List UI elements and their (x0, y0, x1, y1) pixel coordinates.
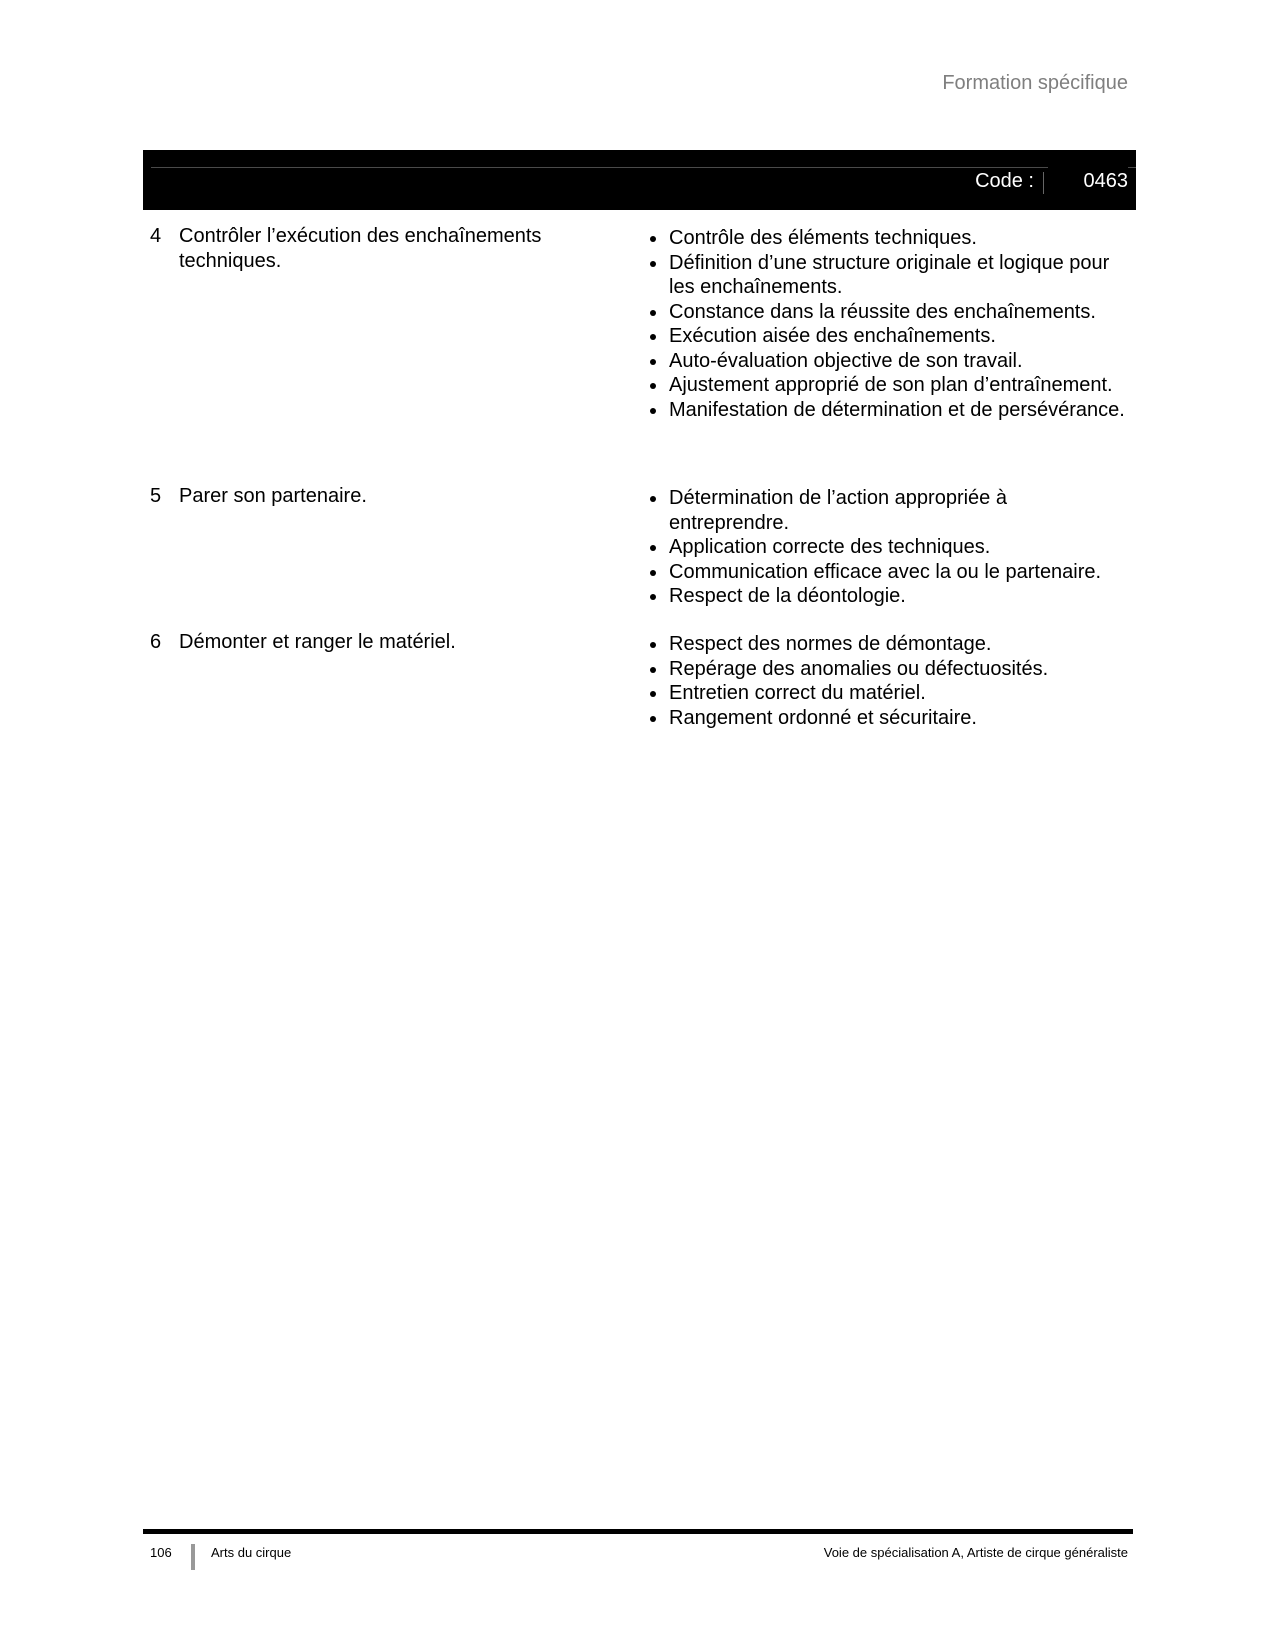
row-number: 6 (150, 631, 162, 653)
code-bar (143, 150, 1136, 210)
list-item: Respect des normes de démontage. (645, 632, 1125, 657)
list-item: Exécution aisée des enchaînements. (645, 324, 1125, 349)
table-row (143, 224, 1136, 460)
code-separator (1043, 172, 1044, 194)
code-label: Code : (975, 170, 1034, 192)
competency-table (143, 224, 1136, 730)
list-item: Rangement ordonné et sécuritaire. (645, 706, 1125, 731)
code-value: 0463 (1083, 170, 1128, 192)
footer-program: Arts du cirque (211, 1545, 292, 1560)
row-element: Parer son partenaire. (179, 485, 367, 507)
table-row (143, 630, 1136, 730)
section-title: Formation spécifique (942, 72, 1128, 94)
list-item: Entretien correct du matériel. (645, 681, 1125, 706)
list-item: Constance dans la réussite des enchaînements. (645, 300, 1125, 325)
row-number: 5 (150, 485, 162, 507)
page-number: 106 (150, 1545, 172, 1560)
list-item: Manifestation de détermination et de persévérance. (645, 398, 1125, 423)
list-item: Ajustement approprié de son plan d’entraînement. (645, 373, 1125, 398)
criteria-list (645, 226, 1125, 422)
list-item: Détermination de l’action appropriée à entreprendre. (645, 486, 1125, 535)
row-element: Contrôler l’exécution des enchaînements techniques. (179, 225, 542, 272)
list-item: Application correcte des techniques. (645, 535, 1125, 560)
footer-rule (143, 1529, 1133, 1534)
code-bar-gap (1048, 167, 1128, 168)
criteria-list (645, 486, 1125, 609)
list-item: Repérage des anomalies ou défectuosités. (645, 657, 1125, 682)
code-bar-rule (151, 167, 1136, 168)
list-item: Contrôle des éléments techniques. (645, 226, 1125, 251)
list-item: Auto-évaluation objective de son travail. (645, 349, 1125, 374)
list-item: Définition d’une structure originale et logique pour les enchaînements. (645, 251, 1125, 300)
list-item: Communication efficace avec la ou le partenaire. (645, 560, 1125, 585)
footer-specialization: Voie de spécialisation A, Artiste de cirque généraliste (823, 1545, 1128, 1560)
table-row (143, 484, 1136, 606)
row-number: 4 (150, 225, 162, 247)
criteria-list (645, 632, 1125, 730)
row-element: Démonter et ranger le matériel. (179, 631, 456, 653)
footer-separator (191, 1544, 195, 1570)
list-item: Respect de la déontologie. (645, 584, 1125, 609)
